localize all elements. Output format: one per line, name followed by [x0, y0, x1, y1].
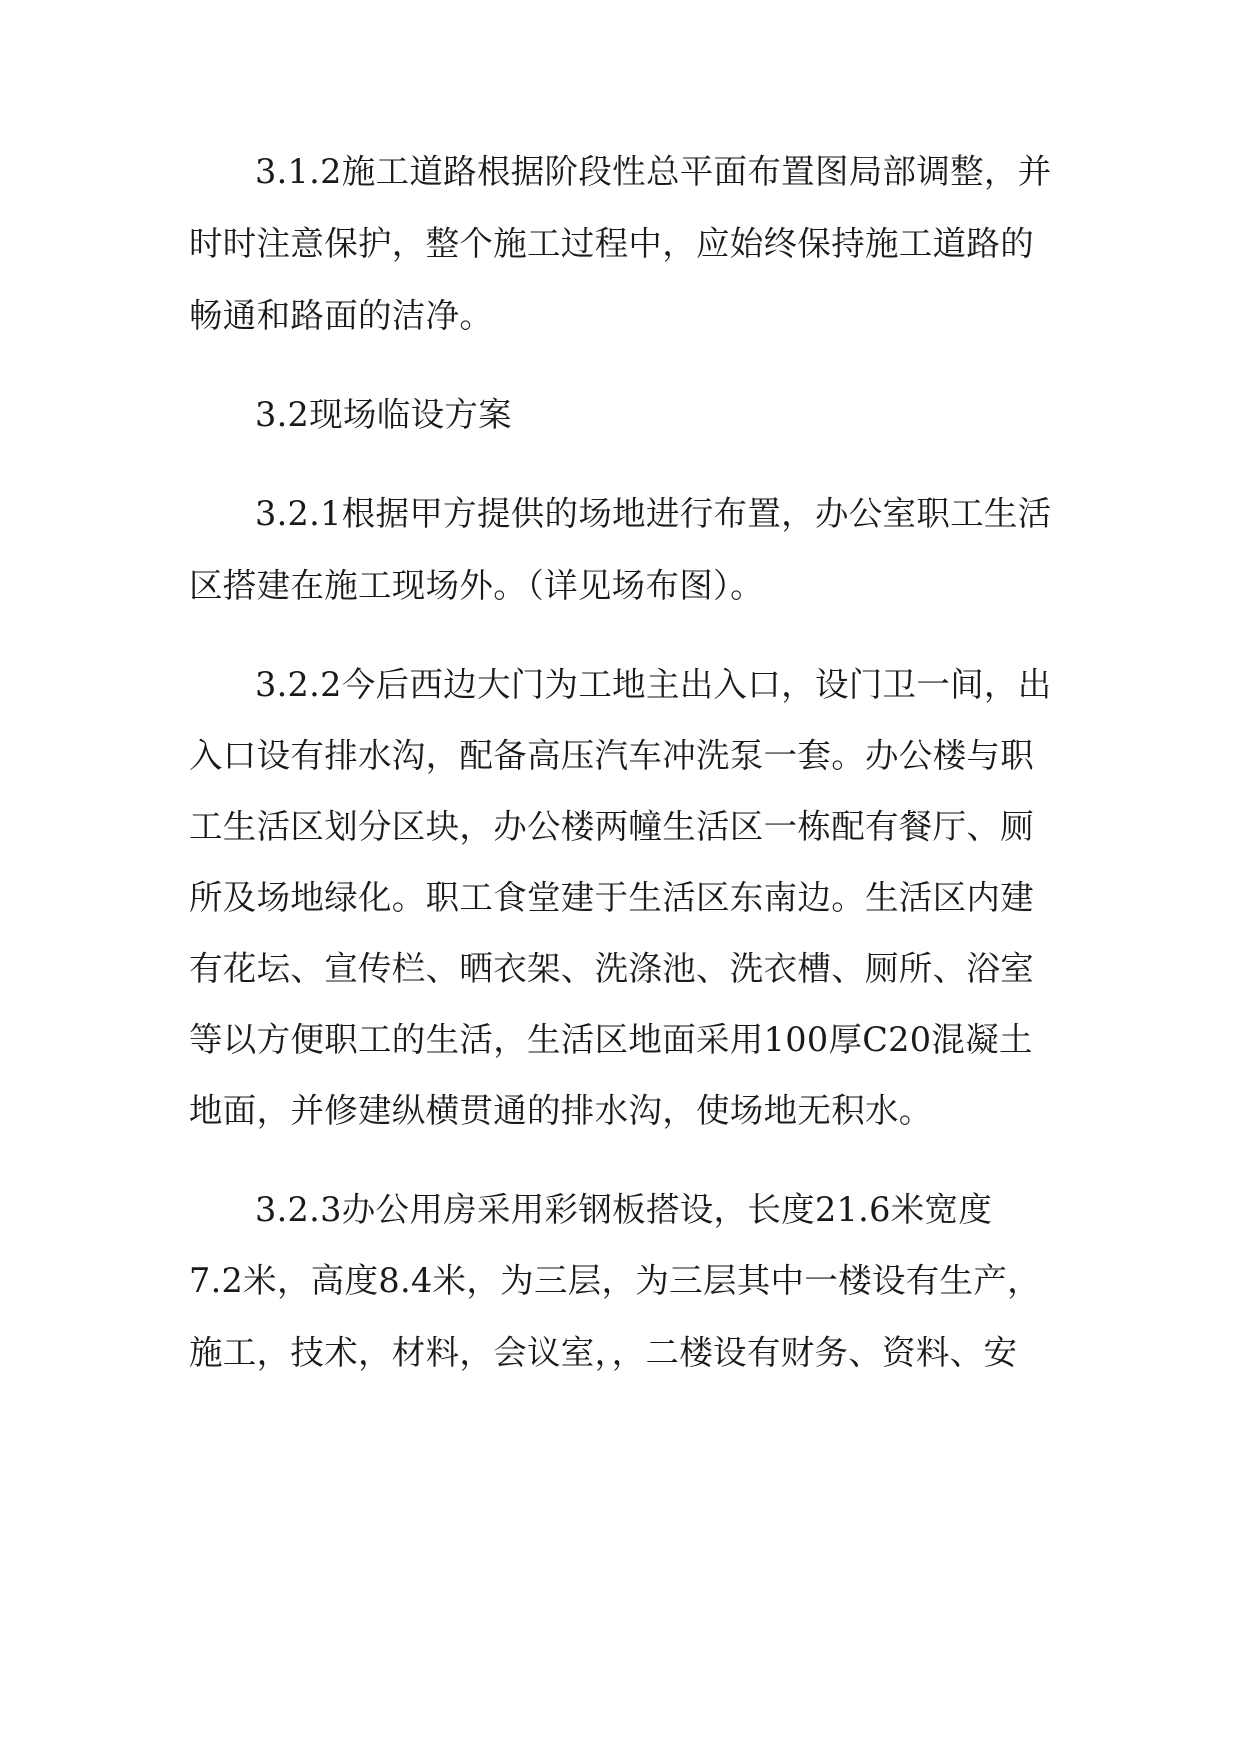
- paragraph-line: 7.2米，高度8.4米，为三层，为三层其中一楼设有生产，: [189, 1261, 1041, 1300]
- paragraph-line: 3.2.2今后西边大门为工地主出入口，设门卫一间，出: [255, 665, 1052, 704]
- paragraph-line: 所及场地绿化。职工食堂建于生活区东南边。生活区内建: [189, 878, 1034, 917]
- paragraph-line: 等以方便职工的生活，生活区地面采用100厚C20混凝土: [189, 1020, 1033, 1059]
- paragraph-line: 工生活区划分区块，办公楼两幢生活区一栋配有餐厅、厕: [189, 807, 1034, 846]
- paragraph-line: 3.2.3办公用房采用彩钢板搭设，长度21.6米宽度: [255, 1190, 993, 1229]
- paragraph-line: 区搭建在施工现场外。（详见场布图）。: [189, 566, 764, 605]
- paragraph-line: 畅通和路面的洁净。: [189, 296, 494, 335]
- paragraph-line: 入口设有排水沟，配备高压汽车冲洗泵一套。办公楼与职: [189, 736, 1034, 775]
- paragraph-line: 地面，并修建纵横贯通的排水沟，使场地无积水。: [189, 1091, 933, 1130]
- section-heading-text: 3.2现场临设方案: [255, 395, 512, 434]
- paragraph-line: 有花坛、宣传栏、晒衣架、洗涤池、洗衣槽、厕所、浴室: [189, 949, 1034, 988]
- paragraph-line: 3.2.1根据甲方提供的场地进行布置，办公室职工生活: [255, 494, 1052, 533]
- paragraph-line: 时时注意保护，整个施工过程中，应始终保持施工道路的: [189, 224, 1034, 263]
- paragraph-line: 施工，技术，材料，会议室，，二楼设有财务、资料、安: [189, 1333, 1018, 1372]
- paragraph-line: 3.1.2施工道路根据阶段性总平面布置图局部调整，并: [255, 152, 1052, 191]
